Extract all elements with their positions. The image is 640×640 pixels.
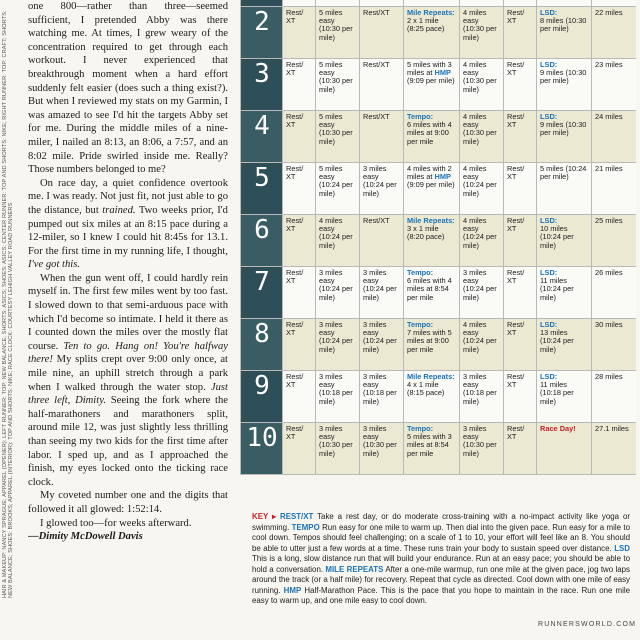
cell-text: Rest/ XT bbox=[286, 423, 304, 441]
day-cell bbox=[504, 266, 537, 318]
cell-text: 6 miles with 4 miles at 9:00 per mile bbox=[407, 119, 452, 146]
day-cell bbox=[537, 318, 592, 370]
cell-text: 4 miles with 2 miles at bbox=[407, 163, 452, 181]
key-legend bbox=[252, 512, 630, 607]
day-cell bbox=[504, 214, 537, 266]
cell-text: Rest/ XT bbox=[286, 111, 304, 129]
week-row bbox=[241, 6, 636, 58]
key-term: MILE REPEATS bbox=[325, 564, 384, 574]
week-number-label: 9 bbox=[254, 370, 270, 401]
cell-text: 3 miles easy (10:24 per mile) bbox=[463, 267, 497, 302]
site-footer: RUNNERSWORLD.COM bbox=[538, 621, 637, 628]
cell-text: 6 miles with 4 miles at 8:54 per mile bbox=[407, 275, 452, 302]
cell-text: 10 miles (10:24 per mile) bbox=[540, 223, 574, 250]
key-definition: Half-Marathon Pace. This is the pace that you hope to maintain in the race. Run one mile easy to warm up, and one mile easy to cool down. bbox=[252, 585, 630, 605]
day-cell bbox=[504, 6, 537, 58]
cell-text: 4 miles easy (10:30 per mile) bbox=[463, 7, 497, 42]
day-cell bbox=[592, 318, 636, 370]
cell-text: 2 x 1 mile (8:25 pace) bbox=[407, 15, 445, 34]
cell-text: Rest/ XT bbox=[286, 7, 304, 25]
key-definition: Run easy for one mile to warm up. Then dial into the given pace. Run easy for a mile to cool down. Tempos should feel challenging; on a scale of 1 to 10, your effort will feel like an 8. You should be able to utter just a few words at a time. These runs train your body to sustain speed over distance. bbox=[252, 522, 630, 553]
cell-text: Rest/XT bbox=[363, 111, 390, 121]
photo-credits: HAIR & MAKEUP: NANCY SPRAGUE; APPAREL (OPENER): LEFT RUNNER: TOP: NEW BALANCE; SHORTS: ASICS; SHOES: ASICS; CENTER RUNNER: TOP AND SHORTS: NIKE; RIGHT RUNNER: TOP: CRAFT; SHORTS: NEW BALANCE; SHOES: BROOKS; APPAREL (INTERIOR): TOP AND SHORTS: NIKE; RACE CLOCK: COURTESY LEHIGH VALLEY ROAD RUNNERS bbox=[2, 10, 14, 598]
day-cell bbox=[504, 110, 537, 162]
day-cell bbox=[283, 6, 316, 58]
day-cell bbox=[537, 370, 592, 422]
week-number bbox=[241, 110, 283, 162]
day-cell bbox=[460, 214, 504, 266]
article-paragraph: On race day, a quiet confidence overtook me. I was ready. Not just fit, not just able to go the distance, but trained. Two weeks prior, I'd pumped out six miles at an 8:15 pace during a 12-miler, so I knew I could hit 8:45s for 13.1. For the first time in my running life, I thought, I've got this. bbox=[28, 177, 228, 271]
day-cell bbox=[404, 266, 460, 318]
day-cell bbox=[460, 58, 504, 110]
cell-text: 3 miles easy (10:18 per mile) bbox=[463, 371, 497, 406]
week-row bbox=[241, 266, 636, 318]
week-number bbox=[241, 370, 283, 422]
day-cell bbox=[592, 370, 636, 422]
cell-text: 9 miles (10:30 per mile) bbox=[540, 119, 587, 138]
day-cell bbox=[592, 422, 636, 474]
day-cell bbox=[504, 370, 537, 422]
cell-text: LSD: bbox=[540, 371, 558, 381]
cell-text: 4 miles easy (10:30 per mile) bbox=[463, 111, 497, 146]
cell-text: Rest/ XT bbox=[286, 215, 304, 233]
day-cell bbox=[316, 370, 360, 422]
cell-text: HMP bbox=[434, 67, 451, 77]
cell-text: 30 miles bbox=[595, 319, 623, 329]
cell-text: 8 miles (10:30 per mile) bbox=[540, 15, 587, 34]
cell-text: 3 miles easy (10:24 per mile) bbox=[363, 163, 397, 198]
cell-text: Rest/ XT bbox=[507, 319, 525, 337]
week-number bbox=[241, 214, 283, 266]
cell-text: Tempo: bbox=[407, 267, 434, 277]
cell-text: Rest/ XT bbox=[507, 163, 525, 181]
cell-text: Rest/ XT bbox=[507, 371, 525, 389]
article-paragraph: My coveted number one and the digits that followed it all glowed: 1:52:14. bbox=[28, 490, 228, 515]
cell-text: 5 miles easy (10:30 per mile) bbox=[319, 111, 353, 146]
cell-text: 4 x 1 mile (8:15 pace) bbox=[407, 379, 445, 398]
week-number-label: 7 bbox=[254, 266, 270, 297]
week-row bbox=[241, 214, 636, 266]
day-cell bbox=[316, 58, 360, 110]
day-cell bbox=[283, 370, 316, 422]
cell-text: 22 miles bbox=[595, 7, 623, 17]
day-cell bbox=[460, 110, 504, 162]
day-cell bbox=[537, 266, 592, 318]
day-cell bbox=[504, 318, 537, 370]
week-number bbox=[241, 6, 283, 58]
day-cell bbox=[360, 110, 404, 162]
cell-text: Rest/ XT bbox=[286, 267, 304, 285]
day-cell bbox=[460, 162, 504, 214]
cell-text: 3 miles easy (10:18 per mile) bbox=[319, 371, 353, 406]
cell-text: 3 miles easy (10:30 per mile) bbox=[363, 423, 397, 458]
day-cell bbox=[460, 266, 504, 318]
cell-text: LSD: bbox=[540, 267, 558, 277]
day-cell bbox=[404, 110, 460, 162]
cell-text: 4 miles easy (10:24 per mile) bbox=[463, 163, 497, 198]
cell-text: 3 miles easy (10:24 per mile) bbox=[363, 319, 397, 354]
cell-text: 3 x 1 mile (8:20 pace) bbox=[407, 223, 445, 242]
day-cell bbox=[283, 318, 316, 370]
cell-text: Rest/ XT bbox=[507, 267, 525, 285]
day-cell bbox=[360, 370, 404, 422]
cell-text: Rest/ XT bbox=[286, 371, 304, 389]
week-number-label: 4 bbox=[254, 110, 270, 141]
cell-text: 3 miles easy (10:24 per mile) bbox=[319, 319, 353, 354]
day-cell bbox=[404, 318, 460, 370]
cell-text: Rest/ XT bbox=[507, 215, 525, 233]
day-cell bbox=[460, 6, 504, 58]
article-paragraph: When the gun went off, I could hardly rein myself in. The first few miles went by too fast. I slowed down to that semi-arduous pace with which I'd become so intimate. I held it there as I counted down the miles over the mostly flat course. Ten to go. Hang on! You're halfway there! My splits crept over 9:00 only once, at mile nine, an uphill stretch through a park when I walked through the water stop. Just three left, Dimity. Seeing the fork where the half-marathoners and marathoners split, around mile 12, was just slightly less thrilling than seeing my two kids for the first time after labor. I sped up, and as I approached the finish, my eyes locked onto the ticking race clock. bbox=[28, 272, 228, 488]
cell-text: 4 miles easy (10:24 per mile) bbox=[463, 215, 497, 250]
cell-text: 25 miles bbox=[595, 215, 623, 225]
cell-text: LSD: bbox=[540, 215, 558, 225]
day-cell bbox=[537, 110, 592, 162]
day-cell bbox=[537, 6, 592, 58]
day-cell bbox=[360, 214, 404, 266]
cell-text: LSD: bbox=[540, 59, 558, 69]
day-cell bbox=[592, 110, 636, 162]
key-term: HMP bbox=[283, 585, 302, 595]
cell-text: 3 miles easy (10:18 per mile) bbox=[363, 371, 397, 406]
cell-text: 13 miles (10:24 per mile) bbox=[540, 327, 574, 354]
cell-text: (9:09 per mile) bbox=[407, 180, 455, 190]
cell-text: Rest/ XT bbox=[507, 7, 525, 25]
day-cell bbox=[404, 370, 460, 422]
day-cell bbox=[316, 162, 360, 214]
day-cell bbox=[360, 162, 404, 214]
cell-text: 5 miles (10:24 per mile) bbox=[540, 163, 587, 181]
cell-text: 28 miles bbox=[595, 371, 623, 381]
day-cell bbox=[360, 422, 404, 474]
week-row bbox=[241, 58, 636, 110]
cell-text: HMP bbox=[434, 171, 451, 181]
cell-text: 5 miles easy (10:24 per mile) bbox=[319, 163, 353, 198]
key-term: LSD bbox=[614, 543, 630, 553]
cell-text: 4 miles easy (10:24 per mile) bbox=[319, 215, 353, 250]
cell-text: Tempo: bbox=[407, 319, 434, 329]
cell-text: 5 miles easy (10:30 per mile) bbox=[319, 59, 353, 94]
article-paragraph: I glowed too—for weeks afterward. bbox=[40, 517, 192, 529]
day-cell bbox=[283, 422, 316, 474]
day-cell bbox=[404, 422, 460, 474]
day-cell bbox=[537, 162, 592, 214]
cell-text: 5 miles with 3 miles at bbox=[407, 59, 452, 77]
day-cell bbox=[316, 266, 360, 318]
cell-text: Mile Repeats: bbox=[407, 371, 455, 381]
cell-text: Mile Repeats: bbox=[407, 215, 455, 225]
cell-text: 3 miles easy (10:30 per mile) bbox=[319, 423, 353, 458]
day-cell bbox=[537, 214, 592, 266]
day-cell bbox=[592, 266, 636, 318]
author-signature: —Dimity McDowell Davis bbox=[28, 531, 143, 543]
day-cell bbox=[537, 58, 592, 110]
key-definition: This is a long, slow distance run that will build your endurance. Run at an easy pace; you should be able to hold a conversation. bbox=[252, 554, 630, 574]
article-column bbox=[28, 0, 228, 600]
day-cell bbox=[504, 422, 537, 474]
cell-text: Tempo: bbox=[407, 111, 434, 121]
cell-text: Rest/ XT bbox=[286, 163, 304, 181]
cell-text: LSD: bbox=[540, 319, 558, 329]
day-cell bbox=[360, 58, 404, 110]
day-cell bbox=[404, 162, 460, 214]
day-cell bbox=[592, 162, 636, 214]
week-number bbox=[241, 422, 283, 474]
key-term: REST/XT bbox=[280, 512, 314, 521]
key-definition: Take a rest day, or do moderate cross-training with a no-impact activity like yoga or swimming. bbox=[252, 512, 630, 532]
cell-text: 23 miles bbox=[595, 59, 623, 69]
day-cell bbox=[283, 266, 316, 318]
cell-text: Mile Repeats: bbox=[407, 7, 455, 17]
day-cell bbox=[316, 6, 360, 58]
day-cell bbox=[460, 370, 504, 422]
day-cell bbox=[283, 58, 316, 110]
cell-text: LSD: bbox=[540, 111, 558, 121]
cell-text: 5 miles easy (10:30 per mile) bbox=[319, 7, 353, 42]
week-number-label: 3 bbox=[254, 58, 270, 89]
cell-text: 7 miles with 5 miles at 9:00 per mile bbox=[407, 327, 452, 354]
week-number bbox=[241, 58, 283, 110]
day-cell bbox=[316, 214, 360, 266]
day-cell bbox=[404, 6, 460, 58]
day-cell bbox=[316, 422, 360, 474]
cell-text: Rest/XT bbox=[363, 59, 390, 69]
cell-text: Rest/ XT bbox=[507, 423, 525, 441]
week-number bbox=[241, 318, 283, 370]
cell-text: 21 miles bbox=[595, 163, 623, 173]
cell-text: Rest/ XT bbox=[286, 59, 304, 77]
key-term: TEMPO bbox=[291, 522, 320, 532]
day-cell bbox=[460, 422, 504, 474]
week-number-label: 5 bbox=[254, 162, 270, 193]
week-row bbox=[241, 162, 636, 214]
day-cell bbox=[404, 214, 460, 266]
key-heading: KEY bbox=[252, 512, 269, 521]
day-cell bbox=[360, 6, 404, 58]
day-cell bbox=[360, 266, 404, 318]
cell-text: 26 miles bbox=[595, 267, 623, 277]
week-number-label: 2 bbox=[254, 6, 270, 37]
cell-text: Rest/XT bbox=[363, 215, 390, 225]
cell-text: 3 miles easy (10:30 per mile) bbox=[463, 423, 497, 458]
key-arrow-icon: ▸ bbox=[272, 512, 277, 521]
cell-text: 3 miles easy (10:24 per mile) bbox=[363, 267, 397, 302]
cell-text: Rest/ XT bbox=[286, 319, 304, 337]
day-cell bbox=[592, 58, 636, 110]
cell-text: 3 miles easy (10:24 per mile) bbox=[319, 267, 353, 302]
week-row bbox=[241, 318, 636, 370]
key-definition: After a one-mile warmup, run one mile at the given pace, jog two laps around the track (or a half mile) for recovery. Repeat that cycle as directed. Cool down with one mile of easy running. bbox=[252, 564, 630, 595]
week-row bbox=[241, 422, 636, 474]
cell-text: 11 miles (10:24 per mile) bbox=[540, 275, 574, 302]
cell-text: 24 miles bbox=[595, 111, 623, 121]
cell-text: Tempo: bbox=[407, 423, 434, 433]
day-cell bbox=[504, 162, 537, 214]
day-cell bbox=[360, 318, 404, 370]
week-row bbox=[241, 370, 636, 422]
day-cell bbox=[460, 318, 504, 370]
day-cell bbox=[316, 318, 360, 370]
cell-text: 5 miles with 3 miles at 8:54 per mile bbox=[407, 431, 452, 458]
day-cell bbox=[283, 162, 316, 214]
day-cell bbox=[504, 58, 537, 110]
day-cell bbox=[283, 110, 316, 162]
cell-text: 4 miles easy (10:24 per mile) bbox=[463, 319, 497, 354]
cell-text: LSD: bbox=[540, 7, 558, 17]
article-paragraph: one 800—rather than three—seemed sufficient, I pretended Abby was there watching me. At times, I grew weary of the concentration required to get through each workout. I never experienced that breakthrough moment when a hard effort suddenly felt easier (does such a thing exist?). But when I reviewed my stats on my Garmin, I was amazed to see I'd hit the targets Abby set for me. During the middle miles of a nine-miler, I nailed an 8:13, an 8:06, a 7:57, and an 8:02 mile. Pride swirled inside me. Really? Those numbers belonged to me? bbox=[28, 1, 228, 176]
cell-text: 9 miles (10:30 per mile) bbox=[540, 67, 587, 86]
cell-text: 4 miles easy (10:30 per mile) bbox=[463, 59, 497, 94]
day-cell bbox=[283, 214, 316, 266]
week-number-label: 10 bbox=[246, 422, 278, 453]
week-number-label: 8 bbox=[254, 318, 270, 349]
cell-text: Rest/ XT bbox=[507, 59, 525, 77]
day-cell bbox=[592, 6, 636, 58]
day-cell bbox=[537, 422, 592, 474]
week-number-label: 6 bbox=[254, 214, 270, 245]
cell-text: Race Day! bbox=[540, 423, 576, 433]
cell-text: Rest/ XT bbox=[507, 111, 525, 129]
week-number bbox=[241, 162, 283, 214]
cell-text: Rest/XT bbox=[363, 7, 390, 17]
cell-text: (9:09 per mile) bbox=[407, 76, 455, 86]
training-plan-table bbox=[240, 0, 635, 475]
cell-text: 11 miles (10:18 per mile) bbox=[540, 379, 574, 406]
day-cell bbox=[316, 110, 360, 162]
day-cell bbox=[404, 58, 460, 110]
cell-text: 27.1 miles bbox=[595, 423, 629, 433]
day-cell bbox=[592, 214, 636, 266]
week-row bbox=[241, 110, 636, 162]
week-number bbox=[241, 266, 283, 318]
